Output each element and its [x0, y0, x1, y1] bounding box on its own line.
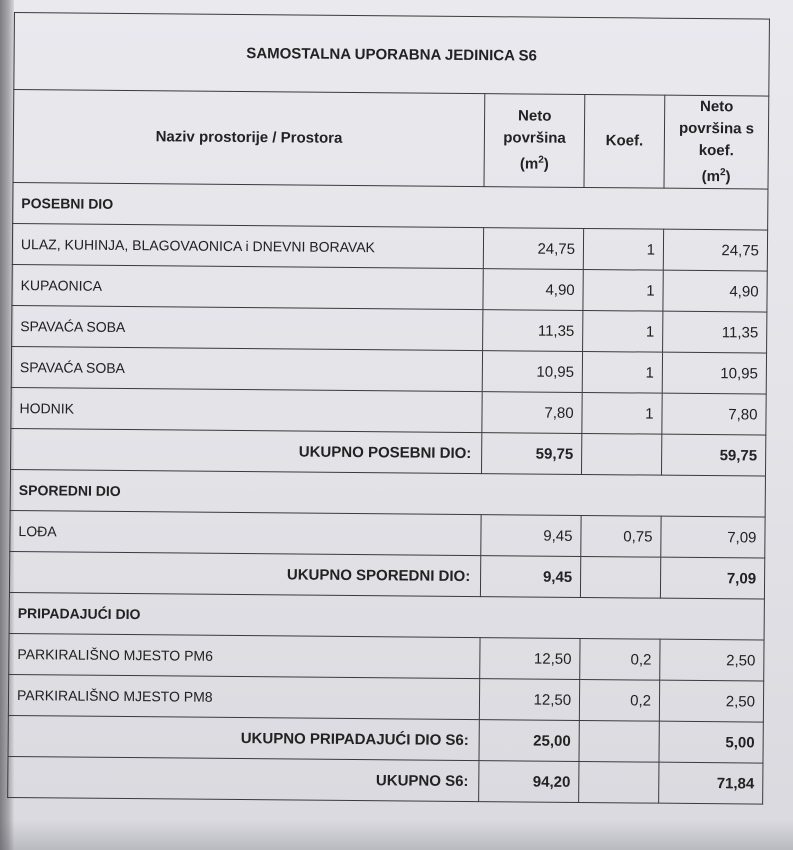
- subtotal-label: UKUPNO SPOREDNI DIO:: [9, 551, 480, 596]
- subtotal-neto-coef: 59,75: [662, 434, 766, 476]
- header-neto-unit: (m: [519, 155, 539, 173]
- coefficient: 0,2: [579, 679, 659, 721]
- header-name: Naziv prostorije / Prostora: [13, 90, 485, 187]
- neto-area-coef: 4,90: [663, 270, 767, 312]
- subtotal-koef-empty: [582, 433, 662, 475]
- area-table: [7, 12, 770, 805]
- subtotal-row: [11, 428, 766, 476]
- total-label: UKUPNO S6:: [8, 756, 479, 801]
- table-row: [12, 264, 767, 312]
- section-heading: PRIPADAJUĆI DIO: [9, 592, 764, 640]
- subtotal-neto: 9,45: [481, 556, 581, 598]
- header-neto-line2: površina: [503, 129, 566, 147]
- section-heading-row: [9, 592, 764, 640]
- title-row: [14, 13, 770, 97]
- neto-area: 7,80: [482, 392, 582, 434]
- section-heading-row: [13, 182, 768, 230]
- header-netok-line2: površina s: [678, 119, 755, 138]
- room-name: SPAVAĆA SOBA: [11, 346, 482, 391]
- section-heading-row: [10, 469, 765, 517]
- room-name: LOĐA: [10, 510, 481, 555]
- neto-area: 12,50: [479, 679, 579, 721]
- neto-area: 12,50: [480, 638, 580, 680]
- total-koef-empty: [579, 761, 659, 803]
- header-netok-unit: (m: [701, 168, 721, 186]
- table-row: [11, 346, 766, 394]
- neto-area-coef: 7,80: [662, 393, 766, 435]
- header-netok-line3: koef.: [698, 141, 734, 160]
- coefficient: 1: [582, 392, 662, 434]
- neto-area: 9,45: [481, 515, 581, 557]
- total-row: [8, 756, 763, 804]
- neto-area: 4,90: [483, 269, 583, 311]
- subtotal-neto-coef: 5,00: [659, 721, 763, 763]
- neto-area-coef: 2,50: [660, 639, 764, 681]
- section-heading: SPOREDNI DIO: [10, 469, 765, 517]
- neto-area: 24,75: [483, 228, 583, 270]
- room-name: SPAVAĆA SOBA: [12, 305, 483, 350]
- table-row: [12, 305, 767, 353]
- header-row: [13, 90, 769, 190]
- table-title: SAMOSTALNA UPORABNA JEDINICA S6: [14, 13, 770, 97]
- table-row: [9, 633, 764, 681]
- section-heading: POSEBNI DIO: [13, 182, 768, 230]
- subtotal-row: [8, 715, 763, 763]
- neto-area-coef: 7,09: [661, 516, 765, 558]
- subtotal-koef-empty: [579, 720, 659, 762]
- coefficient: 1: [583, 310, 663, 352]
- coefficient: 1: [583, 228, 663, 270]
- room-name: KUPAONICA: [12, 264, 483, 309]
- table-row: [11, 387, 766, 435]
- coefficient: 1: [582, 351, 662, 393]
- room-name: PARKIRALIŠNO MJESTO PM6: [9, 633, 480, 678]
- photo-shadow: [0, 820, 793, 850]
- neto-area: 11,35: [483, 310, 583, 352]
- header-neto-koef: Neto površina s koef. $(m^2)$: [664, 95, 769, 189]
- table-body: [8, 182, 768, 804]
- header-koef: Koef.: [584, 94, 665, 188]
- total-neto: 94,20: [479, 761, 579, 803]
- room-name: ULAZ, KUHINJA, BLAGOVAONICA i DNEVNI BORAVAK: [12, 223, 483, 268]
- neto-area: 10,95: [482, 351, 582, 393]
- subtotal-neto: 25,00: [479, 720, 579, 762]
- subtotal-koef-empty: [581, 556, 661, 598]
- subtotal-neto-coef: 7,09: [660, 557, 764, 599]
- subtotal-label: UKUPNO POSEBNI DIO:: [11, 428, 482, 473]
- header-neto-line1: Neto: [517, 107, 552, 125]
- coefficient: 1: [583, 269, 663, 311]
- coefficient: 0,75: [581, 515, 661, 557]
- subtotal-label: UKUPNO PRIPADAJUĆI DIO S6:: [8, 715, 479, 760]
- table-row: [12, 223, 767, 271]
- total-neto-coef: 71,84: [659, 762, 763, 804]
- neto-area-coef: 11,35: [663, 311, 767, 353]
- room-name: PARKIRALIŠNO MJESTO PM8: [8, 674, 479, 719]
- table-row: [10, 510, 765, 558]
- neto-area-coef: 2,50: [659, 680, 763, 722]
- subtotal-row: [9, 551, 764, 599]
- coefficient: 0,2: [580, 638, 660, 680]
- header-neto: Neto površina $(m^2)$: [484, 94, 585, 188]
- header-netok-line1: Neto: [699, 97, 734, 116]
- room-name: HODNIK: [11, 387, 482, 432]
- subtotal-neto: 59,75: [482, 433, 582, 475]
- neto-area-coef: 24,75: [663, 229, 767, 271]
- table-row: [8, 674, 763, 722]
- neto-area-coef: 10,95: [662, 352, 766, 394]
